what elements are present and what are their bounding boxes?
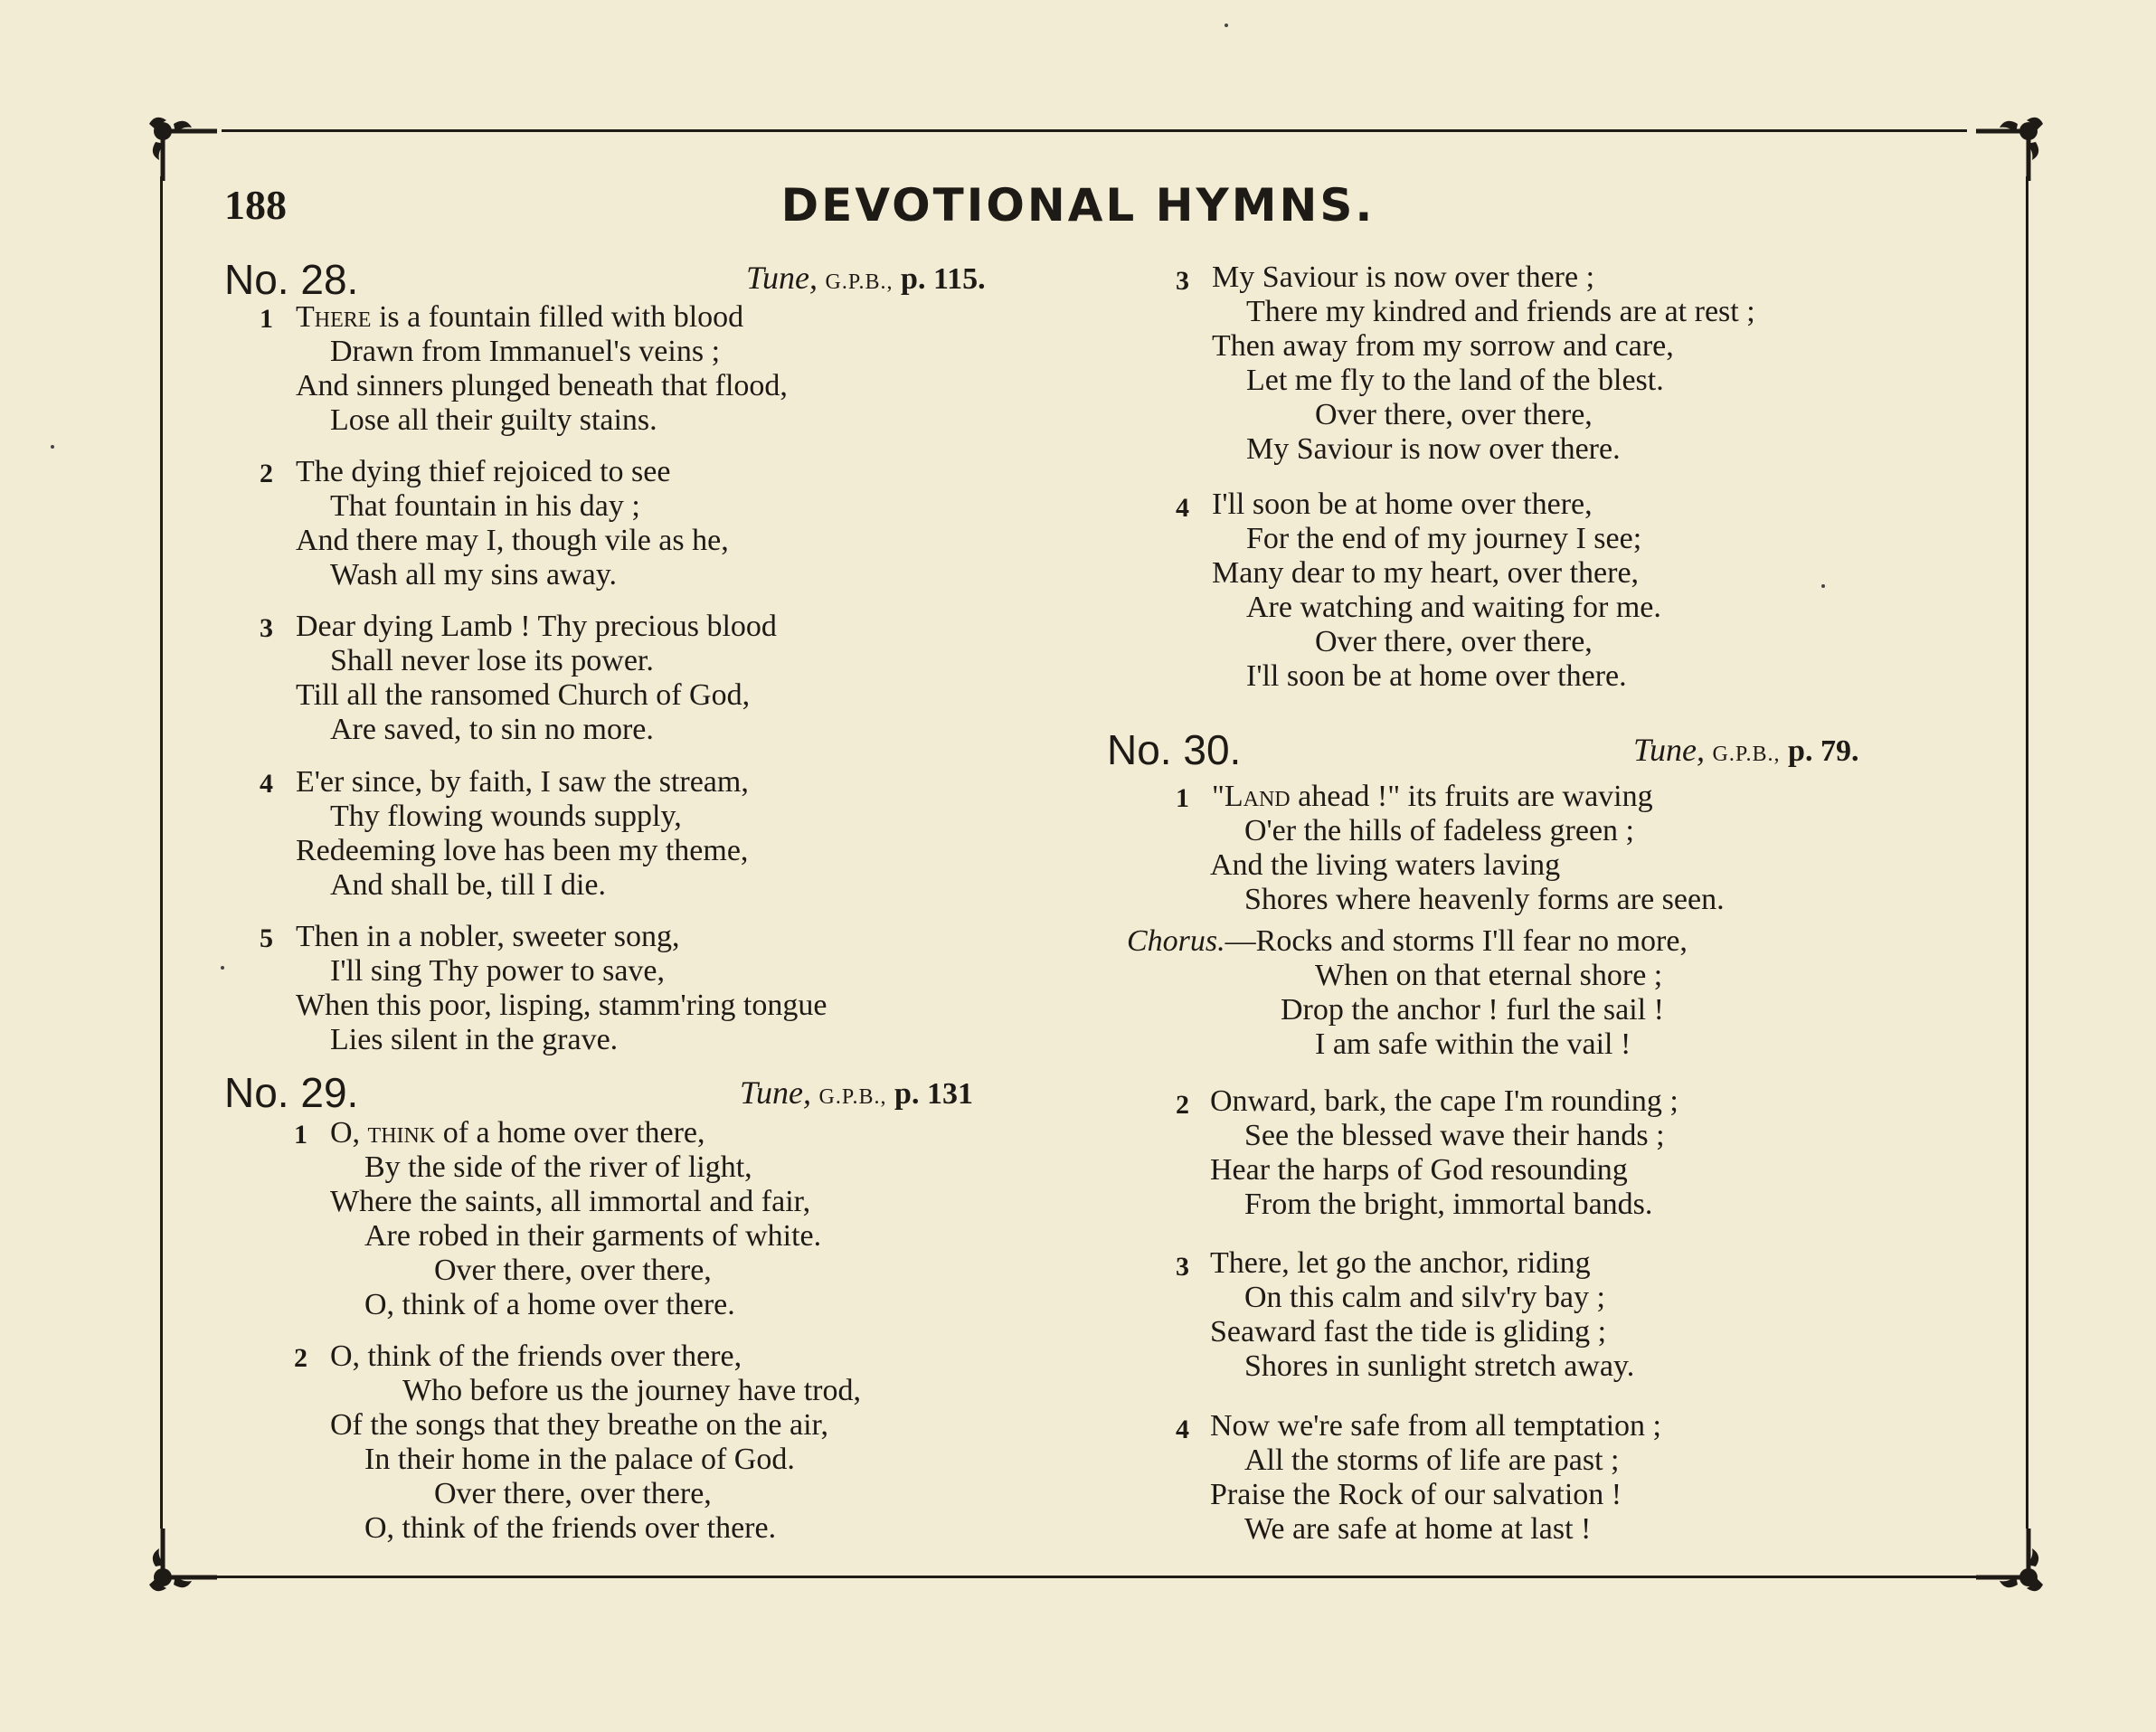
verse-line: Are saved, to sin no more. — [330, 713, 654, 746]
verse-line: And there may I, though vile as he, — [296, 524, 729, 557]
verse-line: Many dear to my heart, over there, — [1212, 556, 1640, 590]
verse-line: From the bright, immortal bands. — [1244, 1188, 1653, 1221]
verse-line: And the living waters laving — [1210, 848, 1561, 882]
verse-line: Till all the ransomed Church of God, — [296, 678, 751, 712]
verse-line: Of the songs that they breathe on the air, — [330, 1408, 828, 1442]
tune-page: p. 115. — [901, 262, 986, 296]
chorus-line: Drop the anchor ! furl the sail ! — [1281, 993, 1664, 1027]
chorus-line — [1127, 924, 1688, 959]
verse-line: Are watching and waiting for me. — [1246, 591, 1661, 624]
verse-line: O, think of the friends over there, — [330, 1339, 742, 1373]
verse-line: The dying thief rejoiced to see — [296, 455, 671, 488]
verse-line: Let me fly to the land of the blest. — [1246, 364, 1664, 397]
verse-line: Dear dying Lamb ! Thy precious blood — [296, 610, 777, 643]
verse-line: Seaward fast the tide is gliding ; — [1210, 1315, 1607, 1349]
verse-line: Drawn from Immanuel's veins ; — [330, 335, 721, 368]
hymn-number: No. 28. — [224, 256, 359, 303]
verse-line: Who before us the journey have trod, — [402, 1374, 861, 1407]
chorus-line-rest: —Rocks and storms I'll fear no more, — [1225, 924, 1688, 958]
page-number: 188 — [224, 182, 287, 228]
verse-line — [330, 1116, 705, 1150]
verse-line: O, think of the friends over there. — [364, 1511, 777, 1545]
tune-reference — [746, 259, 986, 297]
tune-page: p. 79. — [1788, 734, 1859, 768]
paper-speck — [221, 966, 224, 970]
frame-left-rule — [160, 176, 163, 1529]
verse-line: Are robed in their garments of white. — [364, 1219, 822, 1253]
tune-book: G.P.B., — [825, 270, 894, 294]
verse-line-rest: of a home over there, — [435, 1116, 705, 1150]
page-title: DEVOTIONAL HYMNS. — [780, 179, 1376, 232]
verse-line: On this calm and silv'ry bay ; — [1244, 1281, 1605, 1314]
verse-line: When this poor, lisping, stamm'ring tongue — [296, 989, 827, 1022]
tune-reference — [1633, 731, 1858, 769]
tune-book: G.P.B., — [818, 1085, 887, 1109]
verse-line: Redeeming love has been my theme, — [296, 834, 749, 867]
verse-line: Over there, over there, — [434, 1254, 712, 1287]
frame-top-rule — [222, 129, 1967, 132]
chorus-label: Chorus. — [1127, 924, 1225, 958]
corner-ornament-bottom-left — [136, 1529, 217, 1610]
verse-line-rest: is a fountain filled with blood — [371, 300, 744, 334]
verse-first-word: "Land — [1212, 780, 1291, 813]
verse-line: Over there, over there, — [434, 1477, 712, 1510]
verse-line: In their home in the palace of God. — [364, 1443, 795, 1476]
verse-number: 2 — [1176, 1090, 1189, 1120]
tune-label: Tune, — [746, 260, 818, 296]
verse-line: Shall never lose its power. — [330, 644, 654, 677]
verse-line: My Saviour is now over there ; — [1212, 260, 1595, 294]
verse-line: There, let go the anchor, riding — [1210, 1246, 1591, 1280]
verse-number: 1 — [294, 1120, 307, 1150]
hymn-number: No. 30. — [1107, 726, 1242, 773]
verse-number: 2 — [294, 1343, 307, 1373]
verse-line: That fountain in his day ; — [330, 489, 640, 523]
verse-number: 4 — [1176, 1415, 1189, 1444]
verse-number: 4 — [260, 769, 273, 799]
verse-line: Now we're safe from all temptation ; — [1210, 1409, 1661, 1443]
tune-reference — [740, 1074, 973, 1112]
verse-number: 4 — [1176, 493, 1189, 523]
paper-speck — [1225, 24, 1228, 27]
verse-first-word: O, think — [330, 1116, 436, 1150]
verse-line: I'll soon be at home over there. — [1246, 659, 1627, 693]
verse-line: We are safe at home at last ! — [1244, 1512, 1592, 1546]
tune-book: G.P.B., — [1712, 743, 1781, 766]
verse-number: 3 — [1176, 1252, 1189, 1282]
verse-line: O, think of a home over there. — [364, 1288, 735, 1321]
verse-line: O'er the hills of fadeless green ; — [1244, 814, 1634, 847]
verse-line: Praise the Rock of our salvation ! — [1210, 1478, 1622, 1511]
verse-line: Then away from my sorrow and care, — [1212, 329, 1674, 363]
tune-label: Tune, — [1633, 732, 1706, 768]
verse-number: 2 — [260, 459, 273, 488]
frame-right-rule — [2026, 176, 2028, 1529]
verse-line: By the side of the river of light, — [364, 1150, 752, 1184]
verse-line: Wash all my sins away. — [330, 558, 618, 592]
corner-ornament-bottom-right — [1976, 1529, 2057, 1610]
verse-line: For the end of my journey I see; — [1246, 522, 1642, 555]
chorus-line: I am safe within the vail ! — [1315, 1027, 1631, 1061]
corner-ornament-top-right — [1976, 104, 2057, 185]
verse-line: See the blessed wave their hands ; — [1244, 1119, 1665, 1152]
verse-line: Over there, over there, — [1315, 625, 1593, 658]
paper-speck — [1821, 584, 1825, 588]
verse-line: And shall be, till I die. — [330, 868, 607, 902]
frame-bottom-rule — [217, 1576, 1976, 1578]
tune-page: p. 131 — [894, 1077, 973, 1111]
verse-number: 5 — [260, 923, 273, 953]
verse-line: Lies silent in the grave. — [330, 1023, 619, 1056]
verse-number: 1 — [1176, 783, 1189, 813]
verse-line: There my kindred and friends are at rest ; — [1246, 295, 1755, 328]
tune-label: Tune, — [740, 1074, 812, 1111]
verse-line — [296, 300, 743, 335]
verse-line-rest: ahead !" its fruits are waving — [1290, 780, 1653, 813]
verse-number: 3 — [260, 613, 273, 643]
verse-line: Over there, over there, — [1315, 398, 1593, 431]
verse-line: I'll soon be at home over there, — [1212, 487, 1593, 521]
chorus-line: When on that eternal shore ; — [1315, 959, 1663, 992]
hymn-number: No. 29. — [224, 1069, 359, 1116]
verse-line: E'er since, by faith, I saw the stream, — [296, 765, 749, 799]
corner-ornament-top-left — [136, 104, 217, 185]
verse-line: All the storms of life are past ; — [1244, 1443, 1620, 1477]
verse-line: Shores where heavenly forms are seen. — [1244, 883, 1725, 916]
verse-line: And sinners plunged beneath that flood, — [296, 369, 788, 402]
verse-line: Onward, bark, the cape I'm rounding ; — [1210, 1084, 1678, 1118]
verse-line: My Saviour is now over there. — [1246, 432, 1621, 466]
verse-line: Thy flowing wounds supply, — [330, 800, 682, 833]
verse-line: Where the saints, all immortal and fair, — [330, 1185, 811, 1218]
verse-first-word: There — [296, 300, 372, 334]
verse-line: Hear the harps of God resounding — [1210, 1153, 1628, 1187]
verse-number: 1 — [260, 304, 273, 334]
verse-line: Lose all their guilty stains. — [330, 403, 657, 437]
verse-line: Then in a nobler, sweeter song, — [296, 920, 680, 953]
verse-line: I'll sing Thy power to save, — [330, 954, 665, 988]
verse-number: 3 — [1176, 266, 1189, 296]
verse-line: Shores in sunlight stretch away. — [1244, 1349, 1635, 1383]
verse-line — [1212, 780, 1653, 814]
paper-speck — [51, 445, 54, 449]
